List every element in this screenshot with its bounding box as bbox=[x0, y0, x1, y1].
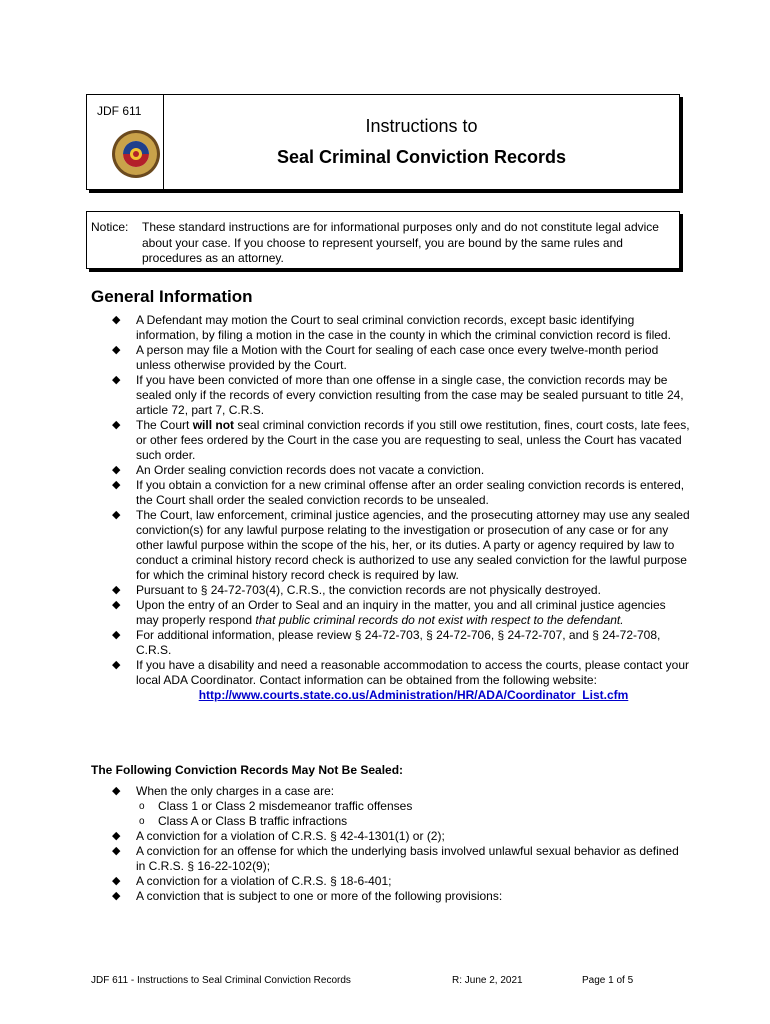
general-information-list bbox=[91, 313, 691, 703]
diamond-bullet-icon: ◆ bbox=[112, 785, 121, 797]
diamond-bullet-icon: ◆ bbox=[112, 890, 121, 902]
notice-box bbox=[86, 211, 680, 269]
list-item: ◆ A conviction that is subject to one or more of the following provisions: bbox=[112, 889, 503, 903]
diamond-bullet-icon: ◆ bbox=[112, 479, 121, 491]
diamond-bullet-icon: ◆ bbox=[112, 875, 121, 887]
list-item: ◆ The Court, law enforcement, criminal justice agencies, and the prosecuting attorney may use any sealed conviction(s) for any lawful purpose relating to the investigation or prosecution of any case or for any other lawful purpose within the scope of the his, her, or its duties. A party or agency required by law to conduct a criminal history record check is authorized to use any sealed conviction for the lawful purpose for which the criminal history record check is required by law. bbox=[112, 508, 690, 582]
document-title: Seal Criminal Conviction Records bbox=[276, 147, 567, 167]
list-item: ◆ If you have a disability and need a reasonable accommodation to access the courts, please contact your local ADA Coordinator. Contact information can be obtained from the following website: bbox=[112, 658, 689, 687]
circle-bullet-icon: o bbox=[139, 801, 145, 812]
diamond-bullet-icon: ◆ bbox=[112, 314, 121, 326]
list-item: ◆ When the only charges in a case are: o Class 1 or Class 2 misdemeanor traffic offenses o Class A or Class B traffic infractions bbox=[91, 784, 691, 829]
title-line1: Instructions to bbox=[365, 116, 478, 136]
footer-revision: R: June 2, 2021 bbox=[452, 975, 523, 986]
traffic-offense-sublist bbox=[136, 799, 691, 829]
footer-page-number: Page 1 of 5 bbox=[582, 975, 634, 986]
general-information-heading: General Information bbox=[91, 287, 253, 306]
list-item: ◆ For additional information, please review § 24-72-703, § 24-72-706, § 24-72-707, and § 24-72-708, C.R.S. bbox=[112, 628, 661, 657]
list-item: ◆ A conviction for an offense for which the underlying basis involved unlawful sexual behavior as defined in C.R.S. § 16-22-102(9); bbox=[112, 844, 679, 873]
ada-coordinator-link[interactable]: http://www.courts.state.co.us/Administration/HR/ADA/Coordinator_List.cfm bbox=[198, 688, 629, 702]
circle-bullet-icon: o bbox=[139, 816, 145, 827]
diamond-bullet-icon: ◆ bbox=[112, 374, 121, 386]
not-sealed-heading: The Following Conviction Records May Not Be Sealed: bbox=[91, 763, 404, 777]
form-id: JDF 611 bbox=[97, 104, 142, 118]
diamond-bullet-icon: ◆ bbox=[112, 509, 121, 521]
list-item: ◆ A person may file a Motion with the Court for sealing of each case once every twelve-month period unless otherwise provided by the Court. bbox=[112, 343, 659, 372]
footer-left: JDF 611 - Instructions to Seal Criminal Conviction Records bbox=[91, 975, 351, 986]
form-header bbox=[86, 94, 680, 190]
not-sealed-list bbox=[91, 784, 691, 904]
list-item: ◆ A Defendant may motion the Court to seal criminal conviction records, except basic identifying information, by filing a motion in the case in the county in which the criminal conviction record is filed. bbox=[112, 313, 671, 342]
notice-text: These standard instructions are for informational purposes only and do not constitute legal advice about your case. If you choose to represent yourself, you are bound by the same rules and procedures as an attorney. bbox=[142, 220, 659, 265]
sub-list-item: o Class A or Class B traffic infractions bbox=[139, 814, 348, 828]
diamond-bullet-icon: ◆ bbox=[112, 599, 121, 611]
list-item: ◆ If you have been convicted of more than one offense in a single case, the conviction records may be sealed only if the records of every conviction resulting from the case may be sealed pursuant to title 24, article 72, part 7, C.R.S. bbox=[112, 373, 684, 417]
list-item: ◆ An Order sealing conviction records does not vacate a conviction. bbox=[112, 463, 485, 477]
diamond-bullet-icon: ◆ bbox=[112, 344, 121, 356]
diamond-bullet-icon: ◆ bbox=[112, 464, 121, 476]
diamond-bullet-icon: ◆ bbox=[112, 830, 121, 842]
diamond-bullet-icon: ◆ bbox=[112, 629, 121, 641]
list-item: ◆ If you obtain a conviction for a new criminal offense after an order sealing conviction records is entered, the Court shall order the sealed conviction records to be unsealed. bbox=[112, 478, 685, 507]
sub-list-item: o Class 1 or Class 2 misdemeanor traffic offenses bbox=[139, 799, 413, 813]
diamond-bullet-icon: ◆ bbox=[112, 845, 121, 857]
notice-label: Notice: bbox=[91, 220, 129, 234]
diamond-bullet-icon: ◆ bbox=[112, 584, 121, 596]
header-left-cell bbox=[87, 95, 164, 189]
list-item: ◆ Upon the entry of an Order to Seal and an inquiry in the matter, you and all criminal justice agencies may properly respond that public criminal records do not exist with respect to the defendant. bbox=[112, 598, 666, 627]
diamond-bullet-icon: ◆ bbox=[112, 419, 121, 431]
colorado-courts-seal-icon bbox=[111, 129, 161, 179]
list-item: ◆ A conviction for a violation of C.R.S. § 18-6-401; bbox=[112, 874, 392, 888]
list-item: ◆ Pursuant to § 24-72-703(4), C.R.S., the conviction records are not physically destroyed. bbox=[112, 583, 601, 597]
header-title-cell bbox=[164, 95, 679, 189]
list-item: ◆ The Court will not seal criminal conviction records if you still owe restitution, fines, court costs, late fees, or other fees ordered by the Court in the case you are requesting to seal, unless the Court has vacated such order. bbox=[112, 418, 690, 462]
list-item: ◆ A conviction for a violation of C.R.S. § 42-4-1301(1) or (2); bbox=[112, 829, 445, 843]
diamond-bullet-icon: ◆ bbox=[112, 659, 121, 671]
